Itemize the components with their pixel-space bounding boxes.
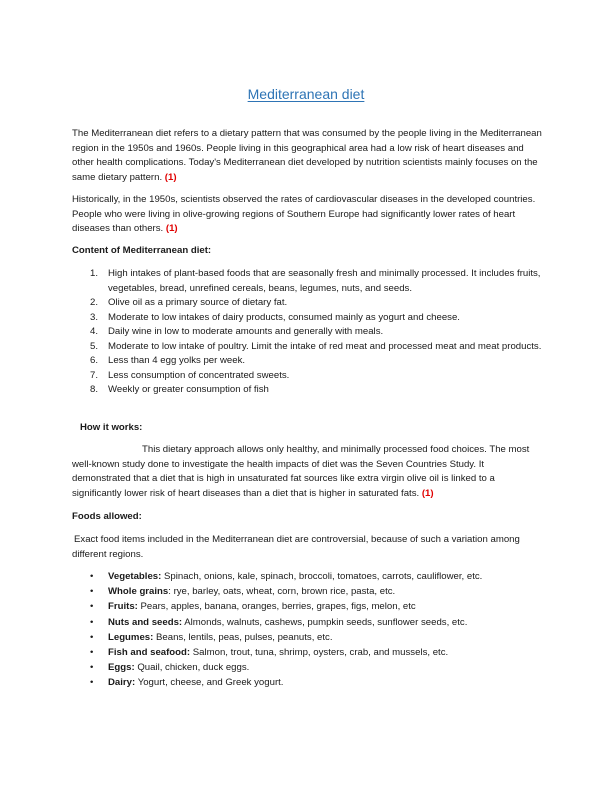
food-label: Dairy: (108, 677, 136, 689)
list-item (72, 369, 542, 384)
list-item (72, 354, 542, 369)
bullet-icon: • (90, 586, 94, 598)
list-item (72, 267, 542, 296)
item-number: 7. (90, 369, 99, 381)
item-text: Moderate to low intakes of dairy products, consumed mainly as yogurt and cheese. (108, 311, 460, 323)
foods-intro: Exact food items included in the Mediterranean diet are controversial, because of such a variation among different regions. (72, 534, 520, 560)
bullet-icon: • (90, 631, 94, 643)
item-text: Weekly or greater consumption of fish (108, 384, 269, 395)
item-number: 5. (90, 340, 99, 352)
food-label: Vegetables: (108, 571, 162, 582)
item-number: 3. (90, 311, 99, 323)
item-number: 4. (90, 326, 99, 337)
citation-ref: (1) (421, 487, 434, 499)
how-paragraph: This dietary approach allows only healthy, and minimally processed food choices. The most well-known study done to investigate the health impacts of diet was the Seven Countries Study. It demonstrated that a diet that is high in unsaturated fat sources like extra virgin olive oil is linked to a significantly lower risk of heart diseases than a diet that is higher in saturated fats. (1) (72, 444, 530, 499)
item-text: Daily wine in low to moderate amounts and generally with meals. (108, 326, 384, 337)
citation-ref: (1) (165, 223, 178, 234)
food-label: Eggs: (108, 662, 135, 674)
list-item (72, 340, 542, 355)
food-text: Almonds, walnuts, cashews, pumpkin seeds, sunflower seeds, etc. (182, 616, 468, 628)
food-item (72, 630, 542, 645)
item-number: 2. (90, 297, 99, 308)
bullet-icon: • (90, 677, 94, 689)
food-label: Legumes: (108, 631, 154, 643)
food-text: Salmon, trout, tuna, shrimp, oysters, crab, and mussels, etc. (190, 647, 449, 659)
item-text: Less than 4 egg yolks per week. (108, 355, 246, 366)
foods-list (72, 569, 542, 691)
list-item (72, 325, 542, 340)
content-list (72, 267, 542, 398)
food-item (72, 599, 542, 614)
food-label: Nuts and seeds: (108, 616, 183, 628)
food-text: Yogurt, cheese, and Greek yogurt. (135, 677, 284, 689)
intro-paragraph-2: Historically, in the 1950s, scientists observed the rates of cardiovascular diseases in the developed countries. People who were living in olive-growing regions of Southern Europe had significantly lower rates of heart diseases than others. (1) (72, 194, 536, 234)
food-text: : rye, barley, oats, wheat, corn, brown rice, pasta, etc. (168, 586, 396, 598)
bullet-icon: • (90, 662, 94, 674)
item-text: Less consumption of concentrated sweets. (108, 369, 290, 381)
food-text: Spinach, onions, kale, spinach, broccoli, tomatoes, carrots, cauliflower, etc. (161, 571, 483, 582)
food-text: Quail, chicken, duck eggs. (134, 662, 250, 674)
item-number: 8. (90, 384, 99, 395)
item-text: High intakes of plant-based foods that are seasonally fresh and minimally processed. It includes fruits, vegetables, bread, unrefined cereals, beans, legumes, nuts, and seeds. (108, 268, 541, 294)
food-item (72, 660, 542, 675)
food-text: Beans, lentils, peas, pulses, peanuts, etc. (153, 631, 333, 643)
citation-ref: (1) (164, 171, 177, 183)
item-text: Moderate to low intake of poultry. Limit the intake of red meat and processed meat and meat products. (108, 340, 542, 352)
food-label: Fruits: (108, 601, 138, 613)
item-number: 1. (90, 268, 99, 279)
bullet-icon: • (90, 601, 94, 613)
list-item (72, 311, 542, 326)
item-text: Olive oil as a primary source of dietary fat. (108, 297, 288, 308)
list-item (72, 296, 542, 311)
bullet-icon: • (90, 647, 94, 659)
item-number: 6. (90, 355, 99, 366)
food-text: Pears, apples, banana, oranges, berries, grapes, figs, melon, etc (137, 601, 416, 613)
intro-paragraph-1: The Mediterranean diet refers to a dietary pattern that was consumed by the people living in the Mediterranean region in the 1950s and 1960s. People living in this geographical area had a low risk of heart diseases and other health complications. Today's Mediterranean diet developed by nutrition scientists mainly focuses on the same dietary pattern. (1) (72, 128, 542, 183)
food-label: Whole grains (108, 586, 169, 598)
food-item (72, 645, 542, 660)
how-heading: How it works: (80, 422, 143, 433)
list-item (72, 383, 542, 398)
food-label: Fish and seafood: (108, 647, 191, 659)
foods-heading: Foods allowed: (72, 511, 142, 522)
content-heading: Content of Mediterranean diet: (72, 245, 212, 256)
food-item (72, 615, 542, 630)
food-item (72, 569, 542, 584)
page-title: Mediterranean diet (247, 86, 365, 102)
food-item (72, 675, 542, 690)
bullet-icon: • (90, 571, 94, 582)
food-item (72, 584, 542, 599)
bullet-icon: • (90, 616, 94, 628)
